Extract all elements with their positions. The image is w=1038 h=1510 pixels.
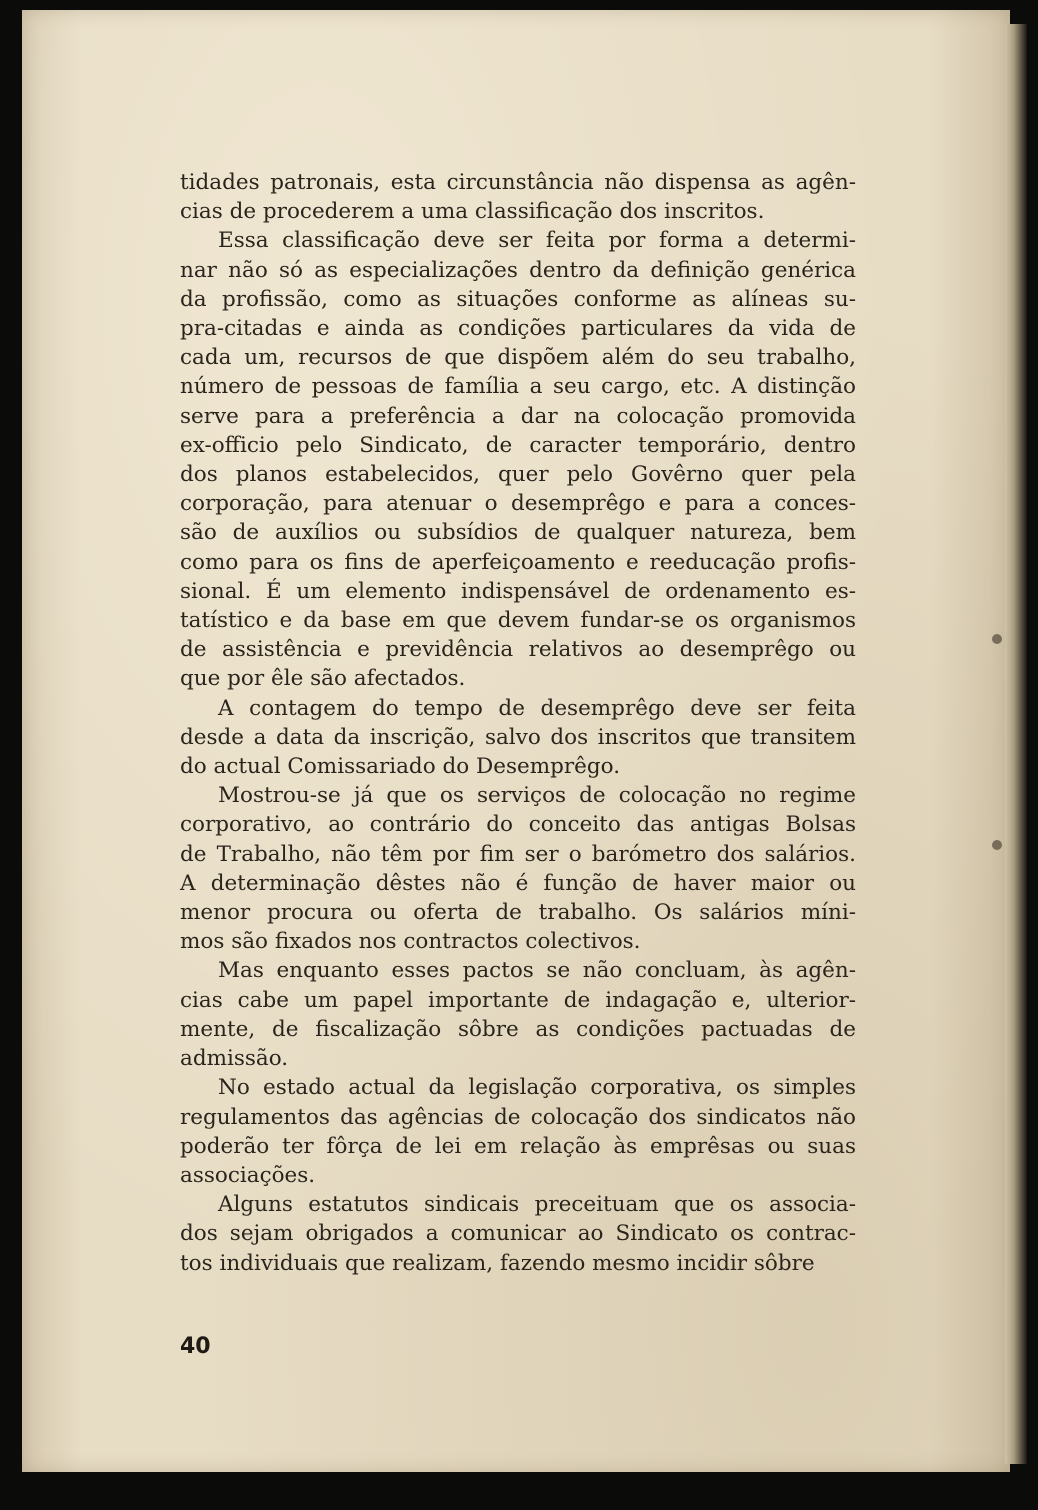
text-line: corporação, para atenuar o desemprêgo e para a conces- — [180, 491, 856, 517]
text-line: ex-officio pelo Sindicato, de caracter temporário, dentro — [180, 432, 856, 458]
paragraph — [180, 694, 856, 782]
text-line: associações. — [180, 1162, 316, 1188]
text-line: dos planos estabelecidos, quer pelo Govêrno quer pela — [180, 462, 856, 488]
text-line: Essa classificação deve ser feita por forma a determi- — [218, 228, 856, 254]
text-line: regulamentos das agências de colocação dos sindicatos não — [180, 1104, 856, 1130]
text-line: dos sejam obrigados a comunicar ao Sindicato os contrac- — [180, 1221, 856, 1247]
text-line: sional. É um elemento indispensável de ordenamento es- — [180, 578, 856, 604]
text-line: Alguns estatutos sindicais preceituam que os associa- — [218, 1192, 856, 1218]
margin-ink-spot — [992, 634, 1002, 644]
paragraph — [180, 1190, 856, 1278]
text-line: do actual Comissariado do Desemprêgo. — [180, 754, 621, 780]
body-text — [180, 168, 856, 1278]
text-line: A contagem do tempo de desemprêgo deve ser feita — [218, 695, 856, 721]
text-line: menor procura ou oferta de trabalho. Os salários míni- — [180, 900, 856, 926]
paragraph — [180, 1073, 856, 1190]
text-line: admissão. — [180, 1046, 289, 1072]
text-line: são de auxílios ou subsídios de qualquer natureza, bem — [180, 520, 856, 546]
text-line: da profissão, como as situações conforme as alíneas su- — [180, 286, 856, 312]
text-line: que por êle são afectados. — [180, 666, 466, 692]
text-line: cias de procederem a uma classificação dos inscritos. — [180, 199, 765, 225]
text-line: tatístico e da base em que devem fundar-se os organismos — [180, 608, 856, 634]
text-line: mente, de fiscalização sôbre as condições pactuadas de — [180, 1016, 856, 1042]
text-line: cias cabe um papel importante de indagação e, ulterior- — [180, 987, 856, 1013]
text-line: Mas enquanto esses pactos se não concluam, às agên- — [218, 958, 856, 984]
text-line: corporativo, ao contrário do conceito das antigas Bolsas — [180, 812, 856, 838]
text-line: cada um, recursos de que dispõem além do seu trabalho, — [180, 345, 856, 371]
text-line: nar não só as especializações dentro da definição genérica — [180, 257, 856, 283]
paragraph — [180, 956, 856, 1073]
text-line: tidades patronais, esta circunstância não dispensa as agên- — [180, 170, 856, 195]
text-line: de Trabalho, não têm por fim ser o barómetro dos salários. — [180, 841, 856, 867]
text-line: tos individuais que realizam, fazendo mesmo incidir sôbre — [180, 1250, 815, 1276]
text-line: No estado actual da legislação corporativa, os simples — [218, 1075, 856, 1101]
text-line: número de pessoas de família a seu cargo, etc. A distinção — [180, 374, 856, 400]
text-line: mos são fixados nos contractos colectivos. — [180, 929, 641, 955]
margin-ink-spot — [992, 840, 1002, 850]
text-line: poderão ter fôrça de lei em relação às emprêsas ou suas — [180, 1133, 856, 1159]
text-line: desde a data da inscrição, salvo dos inscritos que transitem — [180, 724, 856, 750]
text-line: A determinação dêstes não é função de haver maior ou — [180, 870, 856, 896]
text-line: Mostrou-se já que os serviços de colocação no regime — [218, 783, 856, 809]
page-number: 40 — [180, 1334, 211, 1359]
text-line: como para os fins de aperfeiçoamento e reeducação profis- — [180, 549, 856, 575]
paragraph — [180, 168, 856, 226]
text-line: pra-citadas e ainda as condições particulares da vida de — [180, 316, 856, 342]
page-edge-shadow — [1005, 24, 1027, 1464]
text-line: serve para a preferência a dar na colocação promovida — [180, 403, 856, 429]
text-line: de assistência e previdência relativos ao desemprêgo ou — [180, 637, 856, 663]
paragraph — [180, 226, 856, 693]
paragraph — [180, 781, 856, 956]
